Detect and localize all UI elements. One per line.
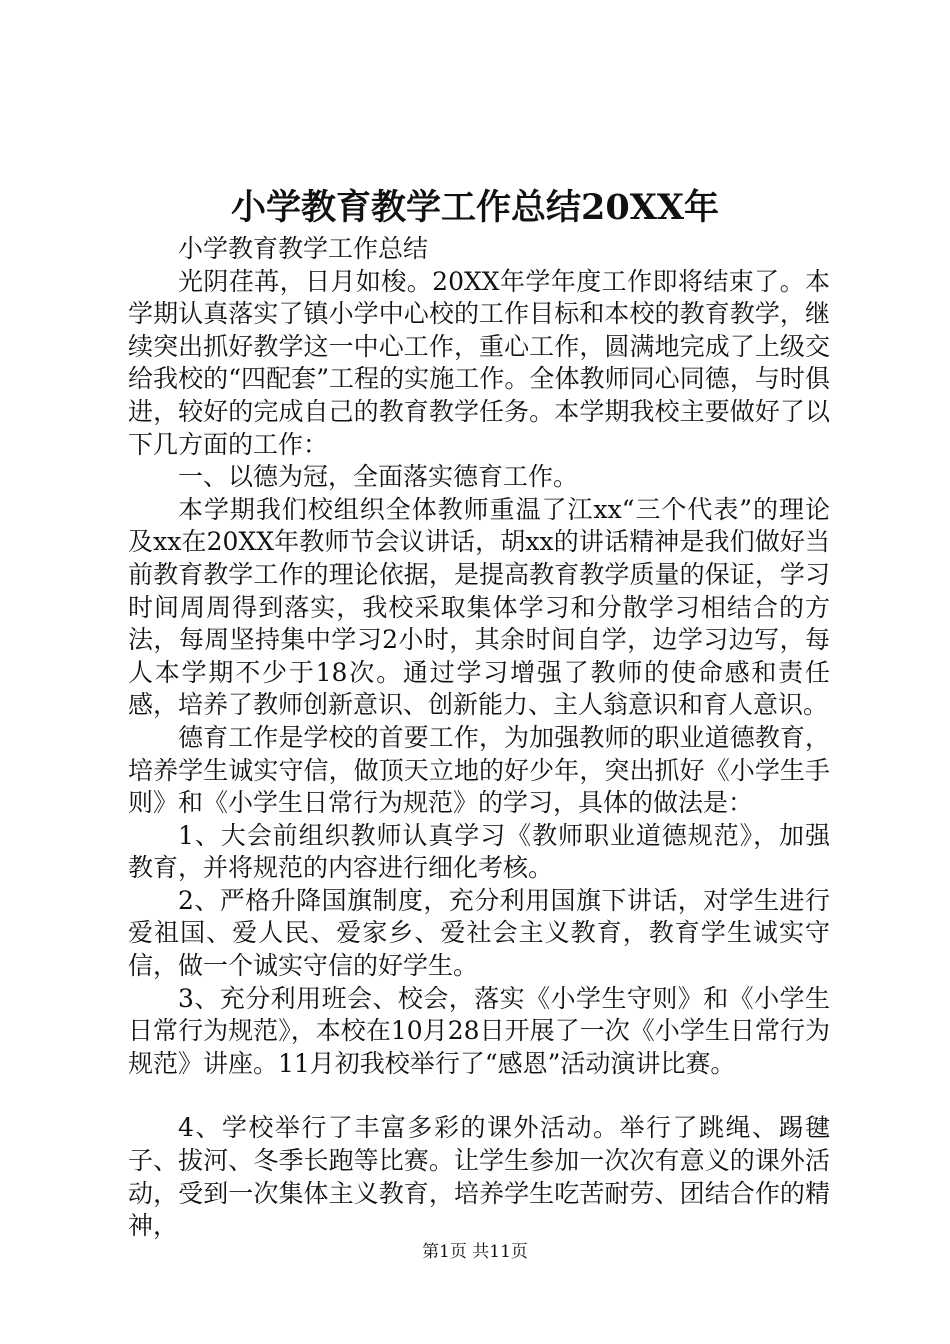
page-footer: 第1页 共11页 (422, 1242, 528, 1262)
paragraph-study: 本学期我们校组织全体教师重温了江xx“三个代表”的理论及xx在20XX年教师节会议讲话，胡xx的讲话精神是我们做好当前教育教学工作的理论依据，是提高教育教学质量的保证，学习时间周周得到落实，我校采取集体学习和分散学习相结合的方法，每周坚持集中学习2小时，其余时间自学，边学习边写，每人本学期不少于18次。通过学习增强了教师的使命感和责任感，培养了教师创新意识、创新能力、主人翁意识和育人意识。 (128, 494, 830, 720)
list-item-3: 3、充分利用班会、校会，落实《小学生守则》和《小学生日常行为规范》，本校在10月28日开展了一次《小学生日常行为规范》讲座。11月初我校举行了“感恩”活动演讲比赛。 (128, 983, 830, 1078)
list-item-2: 2、严格升降国旗制度，充分利用国旗下讲话，对学生进行爱祖国、爱人民、爱家乡、爱社会主义教育，教育学生诚实守信，做一个诚实守信的好学生。 (128, 885, 830, 981)
list-item-1: 1、大会前组织教师认真学习《教师职业道德规范》，加强教育，并将规范的内容进行细化考核。 (128, 820, 830, 883)
paragraph-intro: 光阴荏苒，日月如梭。20XX年学年度工作即将结束了。本学期认真落实了镇小学中心校的工作目标和本校的教育教学，继续突出抓好教学这一中心工作，重心工作，圆满地完成了上级交给我校的“四配套”工程的实施工作。全体教师同心同德，与时俱进，较好的完成自己的教育教学任务。本学期我校主要做好了以下几方面的工作： (128, 266, 830, 459)
document-body (128, 233, 830, 1243)
list-item-4: 4、学校举行了丰富多彩的课外活动。举行了跳绳、踢毽子、拔河、冬季长跑等比赛。让学生参加一次次有意义的课外活动，受到一次集体主义教育，培养学生吃苦耐劳、团结合作的精神， (128, 1113, 830, 1241)
paragraph-subtitle: 小学教育教学工作总结 (178, 234, 429, 263)
paragraph-moral-education: 德育工作是学校的首要工作，为加强教师的职业道德教育，培养学生诚实守信，做顶天立地的好少年，突出抓好《小学生手则》和《小学生日常行为规范》的学习，具体的做法是： (128, 722, 830, 818)
section-heading: 一、以德为冠，全面落实德育工作。 (178, 462, 579, 492)
document-title: 小学教育教学工作总结20XX年 (230, 187, 720, 228)
